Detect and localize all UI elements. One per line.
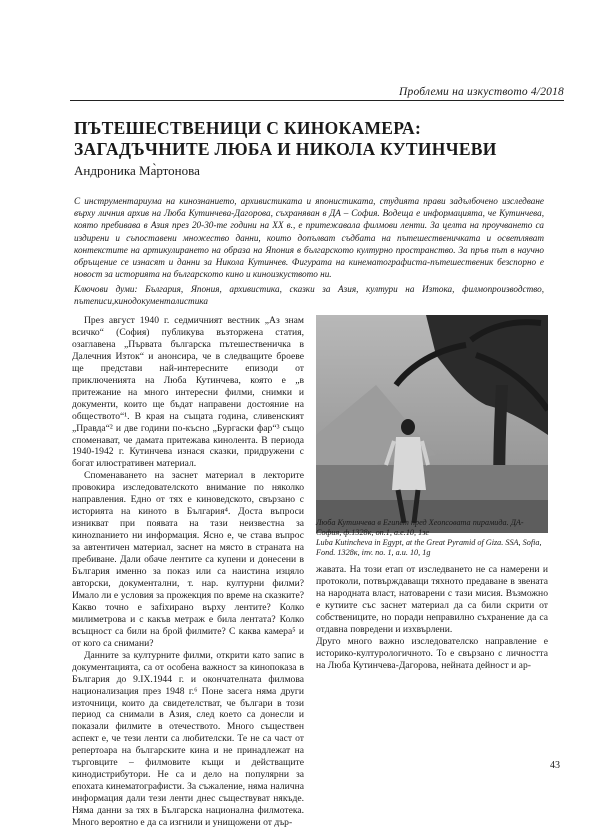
page-number: 43	[550, 760, 560, 771]
article-abstract: С инструментариума на кинознанието, архивистиката и японистиката, студията прави задълбочено изследване върху личния архив на Люба Кутинчева-Дагорова, съхраняван в ДА – София. Водеща е информацията, че Кутинчева, която пребивава в Азия през 20-30-те години на XX в., е притежавала филмови ленти. За целта на проучването са издирени и съпоставени множество данни, които допълват съдбата на пътешественичката и осветляват контекстите на артикулирането на образа на Япония в българското културно пространство. За пръв път в научно обръщение се изнасят и данни за Никола Кутинчев. Фигурата на кинематографиста-пътешественик безспорно е новост за историята на българското кино и киноизкуството ни.	[74, 196, 544, 280]
figure-photo	[316, 315, 548, 533]
photo-illustration	[316, 315, 548, 533]
body-paragraph: Данните за културните филми, открити като запис в документацията, са от особена важност за кинопоказа в България до 9.IX.1944 г. и окончателната филмова национализация през 1948 г.⁶ Поне засега няма други източници, които да свидетелстват, че българи в този период са снимали в Азия, след което са донесли и показали филмите в отечеството. Много съществен аспект е, че тези ленти са любителски. Те не са част от репертоара на българските кина и не принадлежат на търговците – филмовите къщи и действащите кинодистрибутори. Не са и дело на популярни за епохата кинематографисти. За съжаление, няма налична информация дали тези ленти днес съществуват някъде. Няма данни за тях в Българска национална филмотека. Много вероятно е да са изгнили и унищожени от дър-	[72, 649, 304, 829]
journal-running-header: Проблеми на изкуството 4/2018	[399, 86, 564, 98]
figure-caption-bg: Люба Кутинчева в Египет пред Хеопсовата пирамида. ДА-София, ф.1328к, оп.1, а.е.10, 1зе	[316, 518, 524, 537]
figure-caption-en: Luba Kutincheva in Egypt, at the Great Pyramid of Giza. SSA, Sofia, Fond. 1328к, inv. no. 1, a.u. 10, 1g	[316, 538, 542, 557]
article-author: Андроника Ма̀ртонова	[74, 163, 200, 178]
article-keywords: Ключови думи: България, Япония, архивистика, сказки за Азия, култури на Изтока, филмопроизводство, пътеписи,кинодокументалистика	[74, 284, 544, 307]
body-paragraph: Друго много важно изследователско направление е историко-културологичното. То е свързано с личността на Люба Кутинчева-Дагорова, нейната дейност и ар-	[316, 635, 548, 671]
body-column-left	[72, 315, 304, 829]
figure-caption	[316, 518, 548, 558]
header-rule	[70, 100, 564, 101]
body-paragraph: жавата. На този етап от изследването не са намерени и протоколи, потвърждаващи тяхното предаване в звената на народната власт, натоварени с тази мисия. Възможно е кутиите със заснет материал да са били скрити от собствениците, но поради неправилно съхранение да са отдавна повредени и изхвърлени.	[316, 564, 548, 635]
body-paragraph: Споменаването на заснет материал в лекторите провокира изследователското внимание по няколко направления. Едно от тях е киноведското, свързано с историята на киното в България⁴. Доста въпроси изникват при появата на тази неизвестна за киноznанието ни информация. Ясно е, че става въпрос за автентичен материал, заснет на място в страната на пребиване. Дали обаче лентите са купени и донесени в България именно за показ или са наистина изцяло авторски, документални, т. нар. културни филми? Имало ли е условия за прожекция по време на сказките? Какво точно е заfixирано върху лентите? Колко милиметрова и с какъв метраж е била лентата? Колко всъщност са били на брой филмите? С каква камера⁵ и от кого са снимани?	[72, 470, 304, 649]
body-paragraph: През август 1940 г. седмичният вестник „Аз знам всичко“ (София) публикува възторжена статия, озаглавена „Първата българска пътешественичка в Далечния Изток“ и анонсира, че в следващите броеве ще представи най-интересните епизоди от приключенията на Люба Кутинчева, която е „в притежание на много интересни филми, снимки и документи, които ще бъдат направени достояние на обществото“¹. В края на същата година, сливенският „Правда“² и две години по-късно „Бургаски фар“³ също споменават, че дамата притежава кинолента. В периода 1940-1942 г. Кутинчева изнася сказки, придружени с богат илюстративен материал.	[72, 315, 304, 470]
article-title: ПЪТЕШЕСТВЕНИЦИ С КИНОКАМЕРА: ЗАГАДЪЧНИТЕ ЛЮБА И НИКОЛА КУТИНЧЕВИ	[74, 118, 497, 159]
body-column-right	[316, 564, 548, 672]
